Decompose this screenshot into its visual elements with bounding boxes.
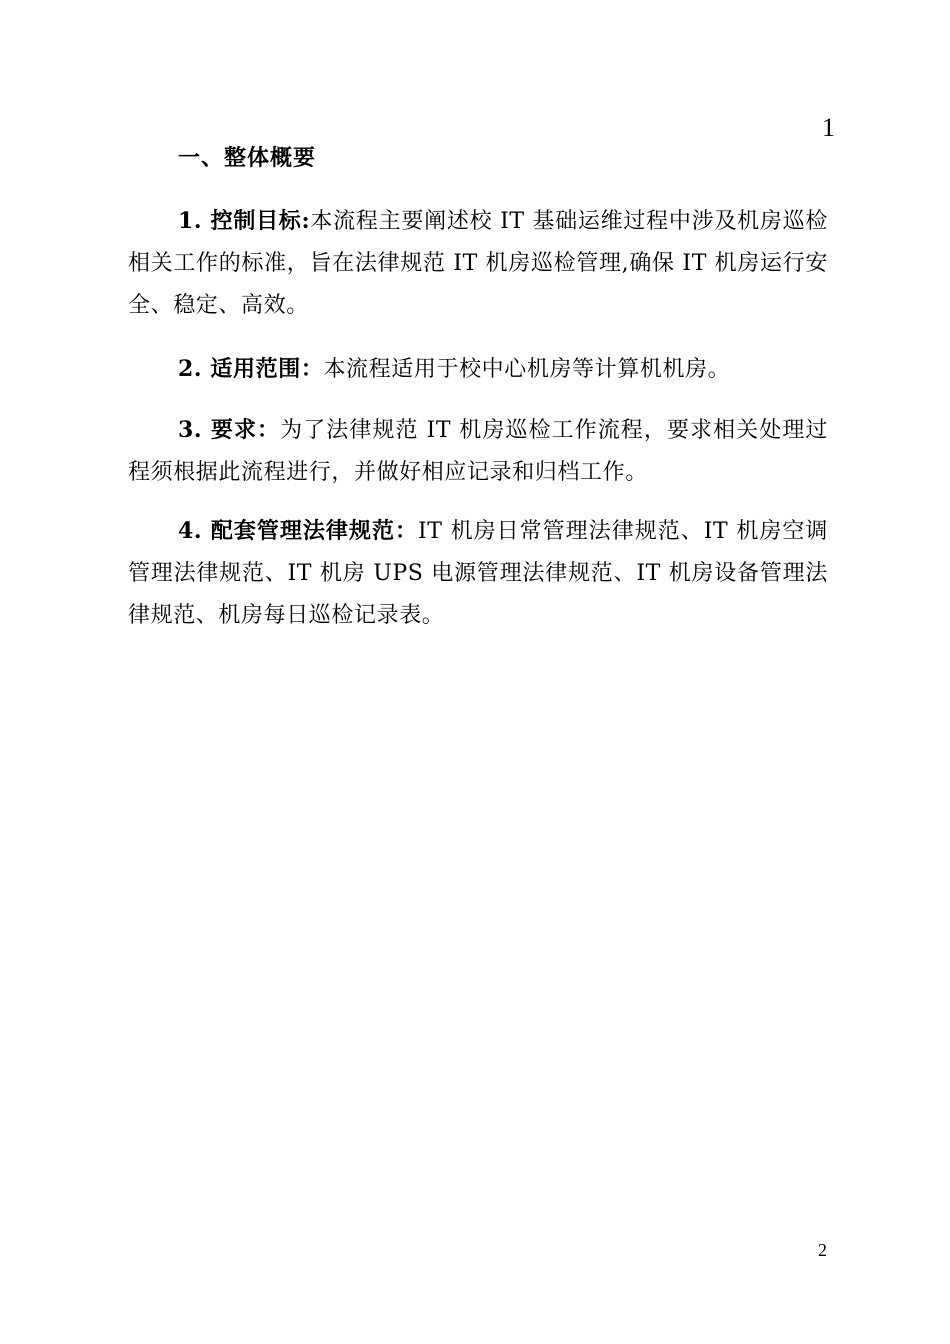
paragraph-text: 本流程适用于校中心机房等计算机机房。	[323, 357, 731, 382]
paragraph-lead: 3. 要求：	[178, 417, 281, 443]
section-heading: 一、整体概要	[178, 145, 317, 171]
paragraph-text: IT 机房日常管理法律规范、IT 机房空调管理法律规范、IT 机房 UPS 电源管理法律规范、IT 机房设备管理法律规范、机房每日巡检记录表。	[128, 519, 828, 628]
paragraph-control-objective	[128, 200, 828, 327]
paragraph-text: 为了法律规范 IT 机房巡检工作流程，要求相关处理过程须根据此流程进行，并做好相应记录和归档工作。	[128, 418, 828, 485]
paragraph-text: 本流程主要阐述校 IT 基础运维过程中涉及机房巡检相关工作的标准，旨在法律规范 IT 机房巡检管理,确保 IT 机房运行安全、稳定、高效。	[128, 209, 828, 318]
paragraph-requirements	[128, 409, 828, 494]
paragraph-lead: 2. 适用范围：	[178, 356, 324, 382]
paragraph-supporting-regulations	[128, 510, 828, 637]
paragraph-scope	[128, 348, 828, 391]
footer-page-number: 2	[818, 1240, 827, 1260]
header-page-number: 1	[822, 113, 835, 142]
paragraph-lead: 4. 配套管理法律规范：	[178, 518, 418, 544]
paragraph-lead: 1. 控制目标:	[178, 208, 311, 234]
